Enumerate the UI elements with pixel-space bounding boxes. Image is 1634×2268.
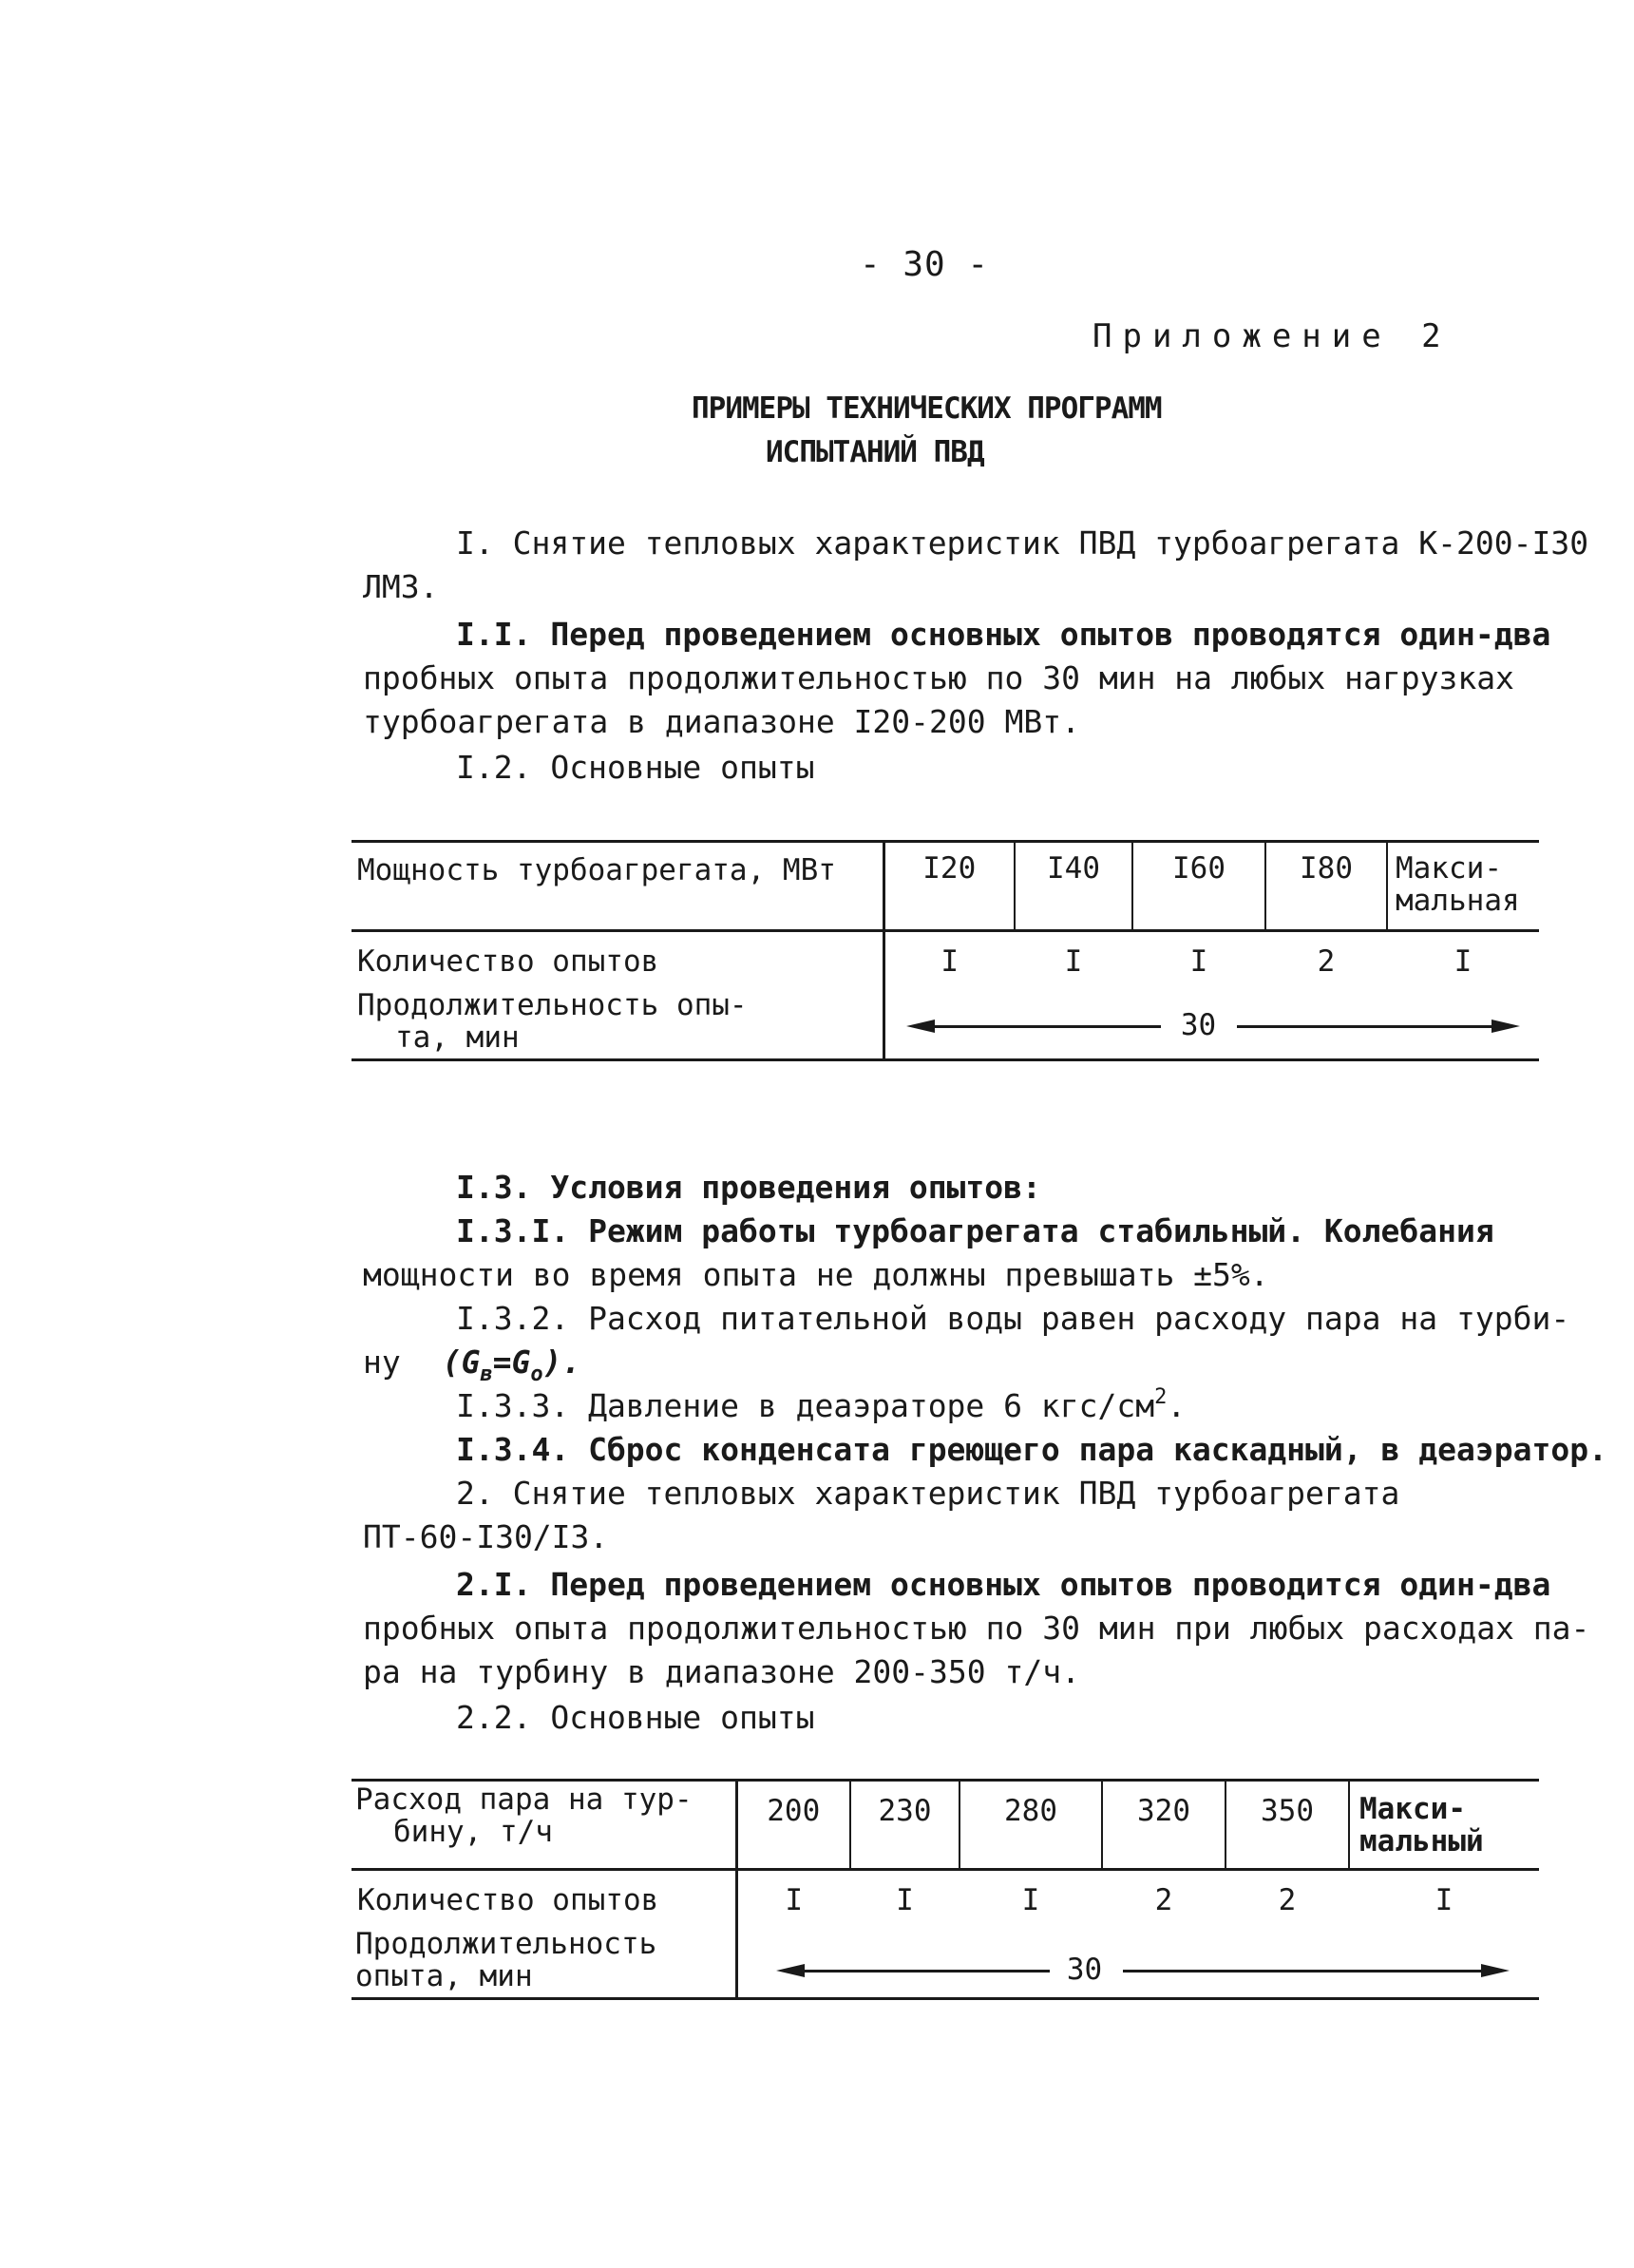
para-2-2: 2.2. Основные опыты xyxy=(456,1699,815,1736)
table1-row1-label: Количество опытов xyxy=(352,930,884,983)
table2-col-6: Макси- мальный xyxy=(1359,1792,1484,1858)
arrow-right-icon xyxy=(1492,1020,1520,1033)
section2-heading-line1: 2. Снятие тепловых характеристик ПВД турбоагрегата xyxy=(456,1475,1400,1512)
page-number: - 30 - xyxy=(860,245,990,284)
title-line-1: ПРИМЕРЫ ТЕХНИЧЕСКИХ ПРОГРАММ xyxy=(692,391,1162,426)
section1-heading-line1: I. Снятие тепловых характеристик ПВД турбоагрегата К-200-I30 xyxy=(456,524,1589,562)
para-1-1-line1: I.I. Перед проведением основных опытов проводятся один-два xyxy=(456,616,1551,653)
para-1-3-1-line1: I.3.I. Режим работы турбоагрегата стабильный. Колебания xyxy=(456,1212,1494,1249)
para-1-3-3-sup: 2 xyxy=(1154,1385,1168,1409)
arrow-left-icon xyxy=(906,1020,935,1033)
para-1-3-3-end: . xyxy=(1167,1387,1187,1424)
para-1-3-2-line1: I.3.2. Расход питательной воды равен расходу пара на турби- xyxy=(456,1300,1570,1337)
table2-row1-val-1: I xyxy=(785,1882,804,1917)
para-1-3-2-line2 xyxy=(363,1342,580,1388)
formula-part-a: (G xyxy=(442,1344,481,1381)
formula-part-b: =G xyxy=(492,1344,531,1381)
title-line-2: ИСПЫТАНИЙ ПВД xyxy=(766,435,984,469)
table1-col-2: I40 xyxy=(1015,843,1132,930)
para-1-3-2-text: ну xyxy=(363,1344,401,1381)
feedwater-formula xyxy=(442,1344,581,1386)
table1-row2-label-line1: Продолжительность опы- xyxy=(357,988,748,1022)
para-1-3-3 xyxy=(456,1385,1186,1432)
table2-header-line2: бину, т/ч xyxy=(393,1815,553,1849)
para-1-3-4: I.3.4. Сброс конденсата греющего пара каскадный, в деаэратор. xyxy=(456,1431,1607,1468)
table1-col-3: I60 xyxy=(1132,843,1265,930)
table2-row1-val-2: I xyxy=(896,1882,914,1917)
table2-col-1: 200 xyxy=(736,1782,850,1869)
para-1-1-line2: пробных опыта продолжительностью по 30 мин на любых нагрузках xyxy=(363,659,1514,696)
table1-col-5: Макси- мальная xyxy=(1396,851,1520,918)
arrow-line-left xyxy=(803,1970,1050,1973)
para-1-3-1-line2: мощности во время опыта не должны превышать ±5%. xyxy=(363,1256,1269,1293)
formula-sub-2: о xyxy=(530,1363,543,1386)
formula-sub-1: в xyxy=(480,1363,493,1386)
table1-col-4: I80 xyxy=(1265,843,1387,930)
para-1-2: I.2. Основные опыты xyxy=(456,749,815,786)
arrow-line-left xyxy=(933,1025,1161,1028)
arrow-left-icon xyxy=(776,1964,805,1977)
table2-row2-label-line1: Продолжительность xyxy=(355,1927,657,1961)
table2-row1-label: Количество опытов xyxy=(352,1869,736,1922)
table2-col-5: 350 xyxy=(1226,1782,1349,1869)
table2-row1-val-3: I xyxy=(1021,1882,1040,1917)
arrow-right-icon xyxy=(1481,1964,1510,1977)
table2-row2-label xyxy=(352,1922,736,1998)
table2-row1-val-4: 2 xyxy=(1154,1882,1173,1917)
table2-row1-val-5: 2 xyxy=(1278,1882,1297,1917)
para-2-1-line3: ра на турбину в диапазоне 200-350 т/ч. xyxy=(363,1653,1080,1690)
para-2-1-line2: пробных опыта продолжительностью по 30 мин при любых расходах па- xyxy=(363,1610,1590,1647)
table1-row1-val-4: 2 xyxy=(1317,943,1336,979)
para-2-1-line1: 2.I. Перед проведением основных опытов проводится один-два xyxy=(456,1566,1551,1603)
table2-row2-label-line2: опыта, мин xyxy=(355,1959,533,1993)
table1-row1-val-5: I xyxy=(1454,943,1472,979)
para-1-3-3-text: I.3.3. Давление в деаэраторе 6 кгс/см xyxy=(456,1387,1155,1424)
table1-header-label: Мощность турбоагрегата, МВт xyxy=(352,843,884,930)
table2-col-4: 320 xyxy=(1102,1782,1226,1869)
arrow-line-right xyxy=(1123,1970,1484,1973)
table2-header-line1: Расход пара на тур- xyxy=(355,1782,693,1817)
table2-header-label xyxy=(352,1782,736,1869)
table1-row2-label-line2: та, мин xyxy=(395,1020,520,1055)
table2-duration-value: 30 xyxy=(1066,1953,1103,1987)
table1-row1-val-2: I xyxy=(1064,943,1083,979)
table2-col-2: 230 xyxy=(850,1782,960,1869)
table1 xyxy=(352,843,1539,1061)
table1-duration-value: 30 xyxy=(1180,1008,1217,1042)
table2-duration-cell xyxy=(736,1922,1539,1998)
table2-col-3: 280 xyxy=(960,1782,1102,1869)
para-1-3: I.3. Условия проведения опытов: xyxy=(456,1169,1041,1206)
formula-part-c: ). xyxy=(542,1344,581,1381)
appendix-label: Приложение 2 xyxy=(1092,317,1452,355)
table1-col-1: I20 xyxy=(884,843,1015,930)
table2 xyxy=(352,1782,1539,2000)
section1-heading-line2: ЛМЗ. xyxy=(363,568,439,605)
table1-row2-label xyxy=(352,983,884,1059)
table1-row1-val-3: I xyxy=(1189,943,1208,979)
table1-row1-val-1: I xyxy=(940,943,960,979)
section2-heading-line2: ПТ-60-I30/I3. xyxy=(363,1518,609,1555)
arrow-line-right xyxy=(1237,1025,1493,1028)
para-1-1-line3: турбоагрегата в диапазоне I20-200 МВт. xyxy=(363,703,1080,740)
table2-row1-val-6: I xyxy=(1434,1882,1454,1917)
table1-duration-cell xyxy=(884,983,1539,1059)
